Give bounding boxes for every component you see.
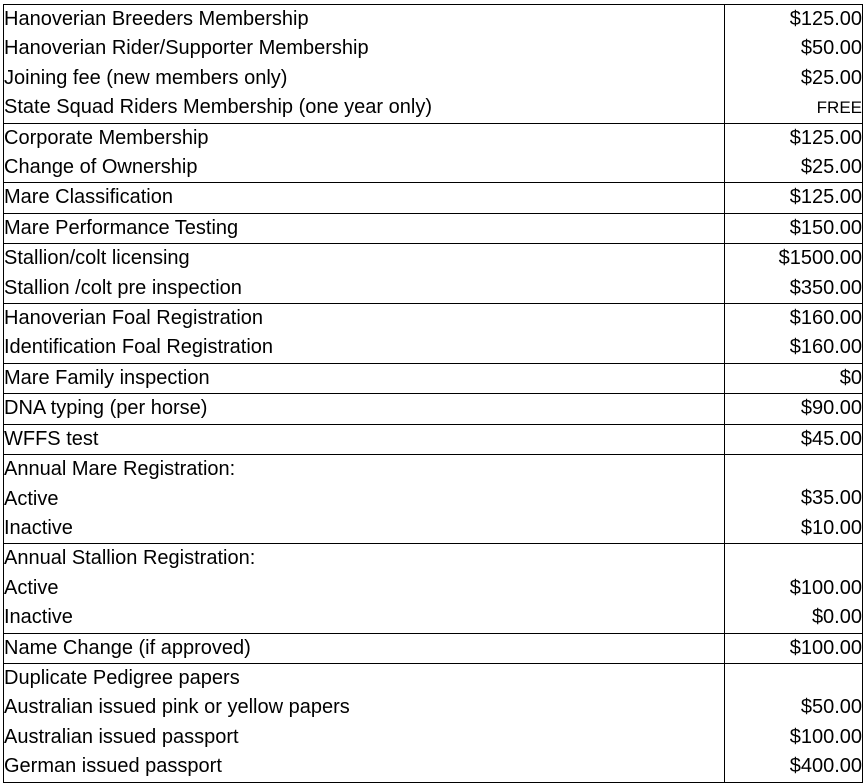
fee-price-cell — [725, 5, 863, 124]
fee-item-price: $100.00 — [789, 725, 862, 748]
fee-description-cell — [4, 183, 725, 213]
fee-item-price: $0.00 — [811, 606, 862, 629]
fee-group-row — [4, 633, 863, 663]
fee-item-label: Active — [4, 487, 59, 510]
fee-group-row — [4, 363, 863, 393]
fee-description-cell — [4, 394, 725, 424]
fee-item-label: Identification Foal Registration — [4, 336, 274, 359]
fee-group-row — [4, 424, 863, 454]
fee-item-label: Inactive — [4, 606, 73, 629]
fee-description-cell — [4, 544, 725, 633]
fee-description-cell — [4, 663, 725, 782]
fee-price-cell — [725, 304, 863, 364]
fee-item-price: $400.00 — [789, 755, 862, 778]
fee-item-label: Stallion /colt pre inspection — [4, 276, 242, 299]
fee-description-cell — [4, 363, 725, 393]
fee-group-row — [4, 455, 863, 544]
fee-group-row — [4, 213, 863, 243]
fee-price-cell — [725, 244, 863, 304]
fee-description-cell — [4, 5, 725, 124]
fee-price-cell — [725, 424, 863, 454]
fee-item-label: DNA typing (per horse) — [4, 397, 208, 420]
fee-item-price: $50.00 — [800, 37, 862, 60]
fee-item-label: Active — [4, 576, 59, 599]
fee-price-cell — [725, 363, 863, 393]
price-spacer — [725, 544, 862, 573]
fee-item-label: Change of Ownership — [4, 156, 198, 179]
price-spacer — [725, 664, 862, 693]
fee-item-price: $45.00 — [800, 427, 862, 450]
fee-group-row — [4, 544, 863, 633]
fee-description-cell — [4, 424, 725, 454]
fee-item-price: $125.00 — [789, 186, 862, 209]
fee-item-label: Name Change (if approved) — [4, 636, 251, 659]
fee-price-cell — [725, 633, 863, 663]
fee-item-price: $150.00 — [789, 216, 862, 239]
fee-price-cell — [725, 123, 863, 183]
fee-description-cell — [4, 244, 725, 304]
fee-group-row — [4, 123, 863, 183]
fee-item-price: $125.00 — [789, 126, 862, 149]
fee-item-price: $1500.00 — [778, 247, 862, 270]
price-spacer — [725, 455, 862, 484]
fee-item-label: State Squad Riders Membership (one year only) — [4, 96, 432, 119]
fee-item-label: WFFS test — [4, 427, 99, 450]
fee-description-cell — [4, 304, 725, 364]
fee-group-heading: Duplicate Pedigree papers — [4, 666, 240, 689]
fee-item-price: $100.00 — [789, 636, 862, 659]
fee-item-label: German issued passport — [4, 755, 222, 778]
fee-group-row — [4, 5, 863, 124]
fee-group-row — [4, 244, 863, 304]
fee-item-price: $160.00 — [789, 307, 862, 330]
fee-item-label: Hanoverian Breeders Membership — [4, 8, 309, 30]
fee-item-label: Hanoverian Foal Registration — [4, 307, 264, 330]
fee-item-price: $350.00 — [789, 276, 862, 299]
fee-item-price: $125.00 — [789, 8, 862, 30]
fee-item-label: Mare Family inspection — [4, 366, 210, 389]
fee-item-label: Mare Performance Testing — [4, 216, 239, 239]
fee-item-label: Australian issued pink or yellow papers — [4, 696, 350, 719]
fee-item-label: Hanoverian Rider/Supporter Membership — [4, 37, 369, 60]
fee-group-row — [4, 663, 863, 782]
fee-table-body — [4, 5, 863, 783]
fee-item-price: $50.00 — [800, 696, 862, 719]
fee-price-cell — [725, 544, 863, 633]
fee-description-cell — [4, 633, 725, 663]
fee-description-cell — [4, 213, 725, 243]
fee-item-price: $25.00 — [800, 156, 862, 179]
fee-item-price: $90.00 — [800, 397, 862, 420]
fee-item-price: FREE — [816, 98, 862, 118]
fee-item-label: Mare Classification — [4, 186, 173, 209]
fee-price-cell — [725, 183, 863, 213]
fee-item-price: $25.00 — [800, 66, 862, 89]
fee-item-price: $160.00 — [789, 336, 862, 359]
fee-item-price: $35.00 — [800, 487, 862, 510]
fee-price-cell — [725, 394, 863, 424]
fee-group-row — [4, 304, 863, 364]
fee-group-heading: Annual Mare Registration: — [4, 458, 236, 481]
fee-group-row — [4, 183, 863, 213]
fee-item-label: Stallion/colt licensing — [4, 247, 190, 270]
fee-item-label: Australian issued passport — [4, 725, 239, 748]
fee-item-price: $0 — [839, 366, 862, 389]
fee-description-cell — [4, 123, 725, 183]
fee-item-label: Inactive — [4, 516, 73, 539]
fee-table — [3, 4, 863, 783]
fee-price-cell — [725, 663, 863, 782]
fee-item-label: Joining fee (new members only) — [4, 66, 288, 89]
fee-price-cell — [725, 455, 863, 544]
fee-group-heading: Annual Stallion Registration: — [4, 547, 256, 570]
fee-description-cell — [4, 455, 725, 544]
fee-group-row — [4, 394, 863, 424]
fee-item-label: Corporate Membership — [4, 126, 209, 149]
fee-price-cell — [725, 213, 863, 243]
fee-item-price: $10.00 — [800, 516, 862, 539]
fee-item-price: $100.00 — [789, 576, 862, 599]
